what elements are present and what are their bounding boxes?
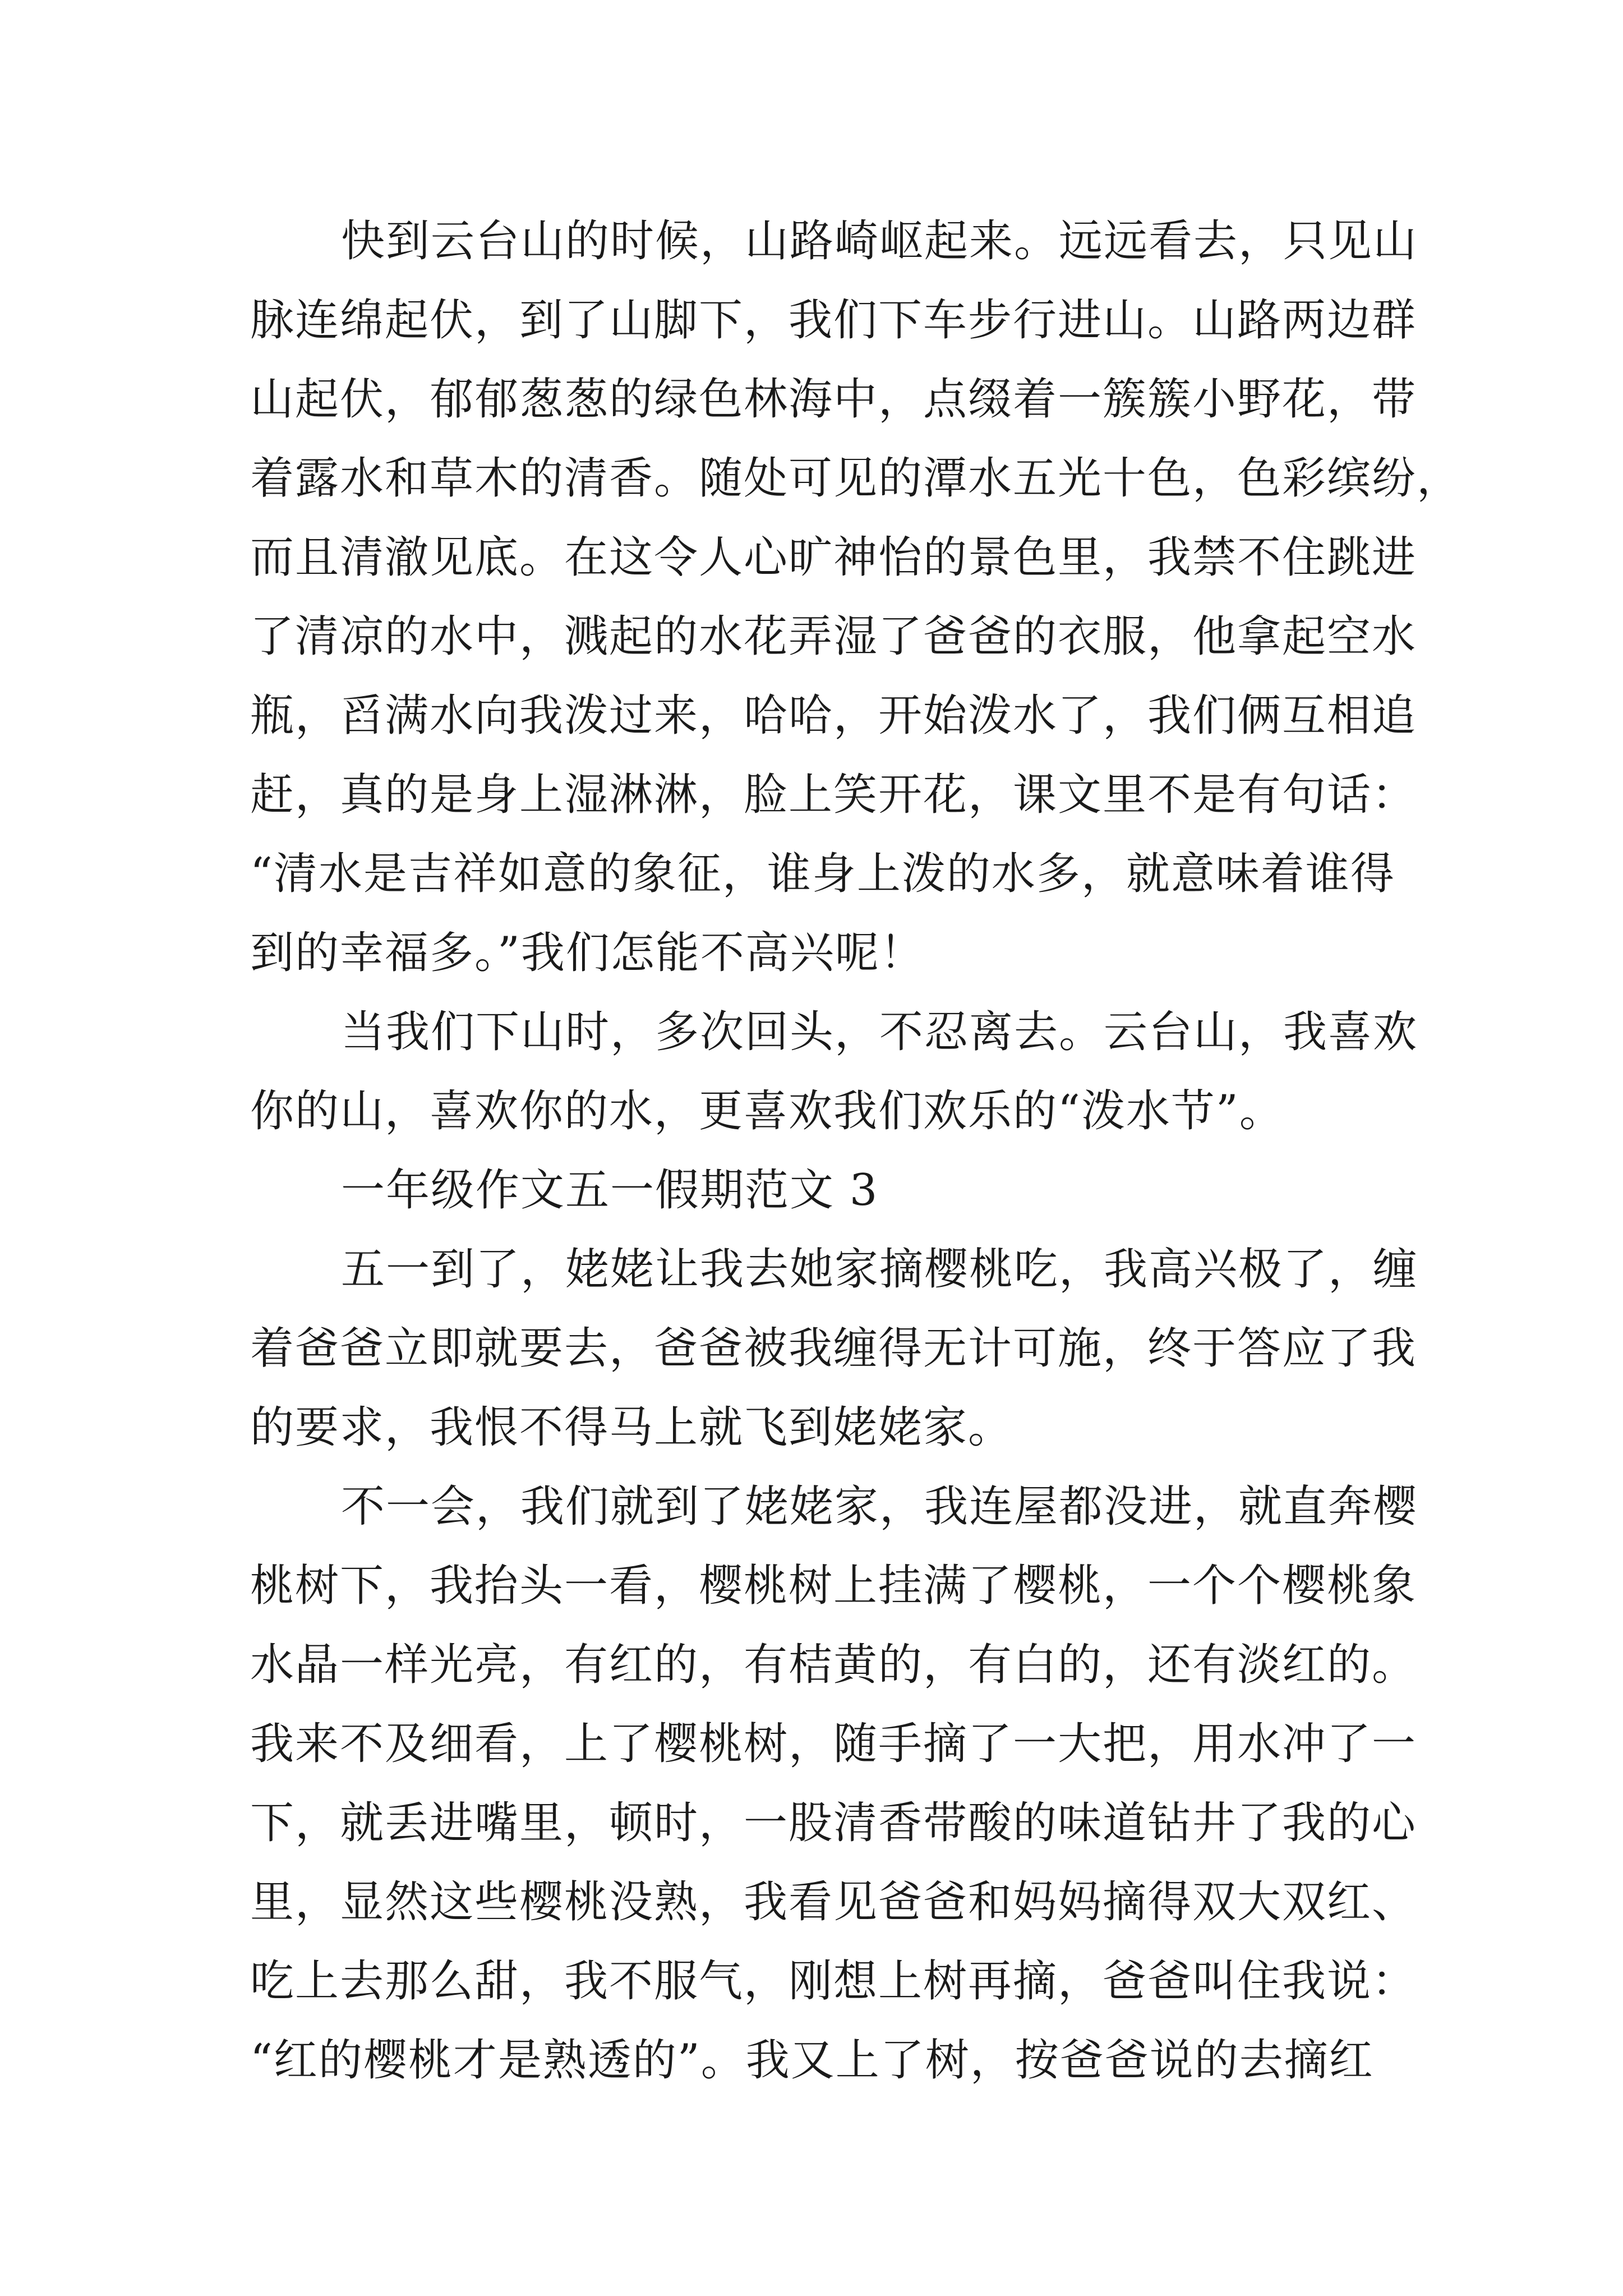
section-heading: 一年级作文五一假期范文 3	[341, 1165, 879, 1216]
text-line: 脉连绵起伏，到了山脚下，我们下车步行进山。山路两边群	[250, 295, 1417, 346]
text-line: 着爸爸立即就要去，爸爸被我缠得无计可施，终于答应了我	[250, 1323, 1417, 1374]
text-line: “清水是吉祥如意的象征，谁身上泼的水多，就意味着谁得	[250, 849, 1395, 899]
text-line: 桃树下，我抬头一看，樱桃树上挂满了樱桃，一个个樱桃象	[250, 1561, 1417, 1611]
text-line: 着露水和草木的清香。随处可见的潭水五光十色，色彩缤纷，	[250, 453, 1462, 504]
text-line: 五一到了，姥姥让我去她家摘樱桃吃，我高兴极了，缠	[341, 1244, 1418, 1295]
text-line: 里，显然这些樱桃没熟，我看见爸爸和妈妈摘得双大双红、	[250, 1877, 1417, 1927]
text-line: 瓶，舀满水向我泼过来，哈哈，开始泼水了，我们俩互相追	[250, 691, 1417, 741]
text-line: 了清凉的水中，溅起的水花弄湿了爸爸的衣服，他拿起空水	[250, 611, 1417, 662]
text-line: 到的幸福多。”我们怎能不高兴呢！	[250, 928, 925, 978]
text-line: 我来不及细看，上了樱桃树，随手摘了一大把，用水冲了一	[250, 1719, 1417, 1769]
text-line: 吃上去那么甜，我不服气，刚想上树再摘，爸爸叫住我说：	[250, 1956, 1417, 2007]
text-line: 下，就丢进嘴里，顿时，一股清香带酸的味道钻井了我的心	[250, 1798, 1417, 1848]
text-line: 的要求，我恨不得马上就飞到姥姥家。	[250, 1402, 1013, 1453]
text-line: 不一会，我们就到了姥姥家，我连屋都没进，就直奔樱	[341, 1481, 1418, 1532]
text-line: 而且清澈见底。在这令人心旷神怡的景色里，我禁不住跳进	[250, 532, 1417, 583]
text-line: 快到云台山的时候，山路崎岖起来。远远看去，只见山	[341, 216, 1418, 266]
text-line: 你的山，喜欢你的水，更喜欢我们欢乐的“泼水节”。	[250, 1086, 1284, 1137]
text-line: “红的樱桃才是熟透的”。我又上了树，按爸爸说的去摘红	[250, 2035, 1374, 2086]
text-line: 赶，真的是身上湿淋淋，脸上笑开花，课文里不是有句话：	[250, 770, 1417, 820]
text-line: 水晶一样光亮，有红的，有桔黄的，有白的，还有淡红的。	[250, 1640, 1417, 1690]
text-line: 当我们下山时，多次回头，不忍离去。云台山，我喜欢	[341, 1007, 1418, 1057]
document-body	[250, 202, 1462, 2100]
text-line: 山起伏，郁郁葱葱的绿色林海中，点缀着一簇簇小野花，带	[250, 374, 1417, 425]
